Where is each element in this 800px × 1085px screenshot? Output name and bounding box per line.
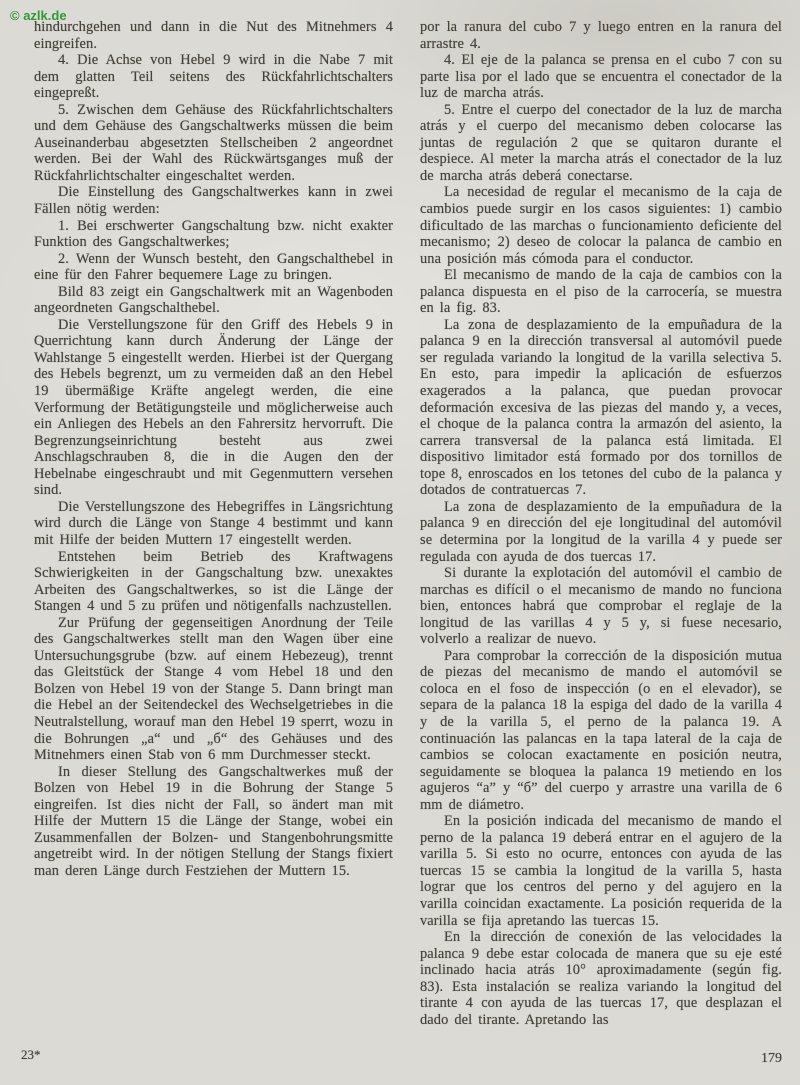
- paragraph: La zona de desplazamiento de la empuñadura de la palanca 9 en dirección del eje longitudinal del automóvil se determina por la longitud de la varilla 4 y puede ser regulada con ayuda de dos tuercas 17.: [420, 498, 782, 565]
- paragraph: 5. Entre el cuerpo del conectador de la luz de marcha atrás y el cuerpo del mecanismo deben colocarse las juntas de regulación 2 que se quitaron durante el despiece. Al meter la marcha atrás el conectador de la luz de marcha atrás deberá conectarse.: [420, 101, 782, 184]
- paragraph: hindurchgehen und dann in die Nut des Mitnehmers 4 eingreifen.: [34, 19, 393, 52]
- paragraph: 4. Die Achse von Hebel 9 wird in die Nabe 7 mit dem glatten Teil seitens des Rückfahrlichtschalters eingepreßt.: [34, 52, 393, 102]
- paragraph: Bild 83 zeigt ein Gangschaltwerk mit an Wagenboden angeordneten Gangschalthebel.: [34, 283, 393, 317]
- paragraph: La necesidad de regular el mecanismo de la caja de cambios puede surgir en los casos siguientes: 1) cambio dificultado de las marchas o funcionamiento deficiente del mecanismo; 2) deseo de colocar la palanca de cambio en una posición más cómoda para el conductor.: [420, 184, 782, 267]
- paragraph: Si durante la explotación del automóvil el cambio de marchas es difícil o el mecanismo de mando no funciona bien, entonces habrá que comprobar el reglaje de la longitud de las varillas 4 y 5 y, si fuese necesario, volverlo a realizar de nuevo.: [420, 565, 782, 648]
- paragraph: El mecanismo de mando de la caja de cambios con la palanca dispuesta en el piso de la carrocería, se muestra en la fig. 83.: [420, 267, 782, 317]
- paragraph: En la posición indicada del mecanismo de mando el perno de la palanca 19 deberá entrar en el agujero de la varilla 5. Si esto no ocurre, entonces con ayuda de las tuercas 15 se cambia la longitud de la varilla 5, hasta lograr que los centros del perno y del agujero en la varilla coincidan exactamente. La posición requerida de la varilla se fija apretando las tuercas 15.: [420, 813, 782, 929]
- paragraph: Zur Prüfung der gegenseitigen Anordnung der Teile des Gangschaltwerkes stellt man den Wagen über eine Untersuchungsgrube (bzw. auf einem Hebezeug), trennt das Gleitstück der Stange 4 vom Hebel 18 und den Bolzen von Hebel 19 von der Stange 5. Dann bringt man die Hebel an der Seitendeckel des Wechselgetriebes in die Neutralstellung, worauf man den Hebel 19 sperrt, wozu in die Bohrungen „a“ und „б“ des Gehäuses und des Mitnehmers einen Stab von 6 mm Durchmesser steckt.: [34, 614, 393, 764]
- paragraph: Die Einstellung des Gangschaltwerkes kann in zwei Fällen nötig werden:: [34, 184, 393, 218]
- paragraph: Die Verstellungszone für den Griff des Hebels 9 in Querrichtung kann durch Änderung der Länge der Wahlstange 5 eingestellt werden. Hierbei ist der Quergang des Hebels begrenzt, um zu vermeiden daß an den Hebel 19 übermäßige Kräfte angelegt werden, die eine Verformung der Betätigungsteile und möglicherweise auch ein Anliegen des Hebels an den Fahrersitz hervorruft. Die Begrenzungseinrichtung besteht aus zwei Anschlagschrauben 8, die in die Augen den der Hebelnabe eingeschraubt und mit Gegenmuttern versehen sind.: [34, 316, 393, 499]
- paragraph: Entstehen beim Betrieb des Kraftwagens Schwierigkeiten in der Gangschaltung bzw. unexaktes Arbeiten des Gangschaltwerkes, so ist die Länge der Stangen 4 und 5 zu prüfen und nötigenfalls nachzustellen.: [34, 548, 393, 615]
- watermark: © azlk.de: [10, 8, 67, 23]
- german-column: [34, 19, 393, 879]
- paragraph: In dieser Stellung des Gangschaltwerkes muß der Bolzen von Hebel 19 in die Bohrung der Stange 5 eingreifen. Ist dies nicht der Fall, so ändert man mit Hilfe der Muttern 15 die Länge der Stange, wobei ein Zusammenfallen der Bolzen- und Stangenbohrungsmitte angetreibt wird. In der nötigen Stellung der Stangs fixiert man deren Länge durch Festziehen der Muttern 15.: [34, 763, 393, 879]
- paragraph: 5. Zwischen dem Gehäuse des Rückfahrlichtschalters und dem Gehäuse des Gangschaltwerks müssen die beim Auseinanderbau abgesetzten Stellscheiben 2 angeordnet werden. Bei der Wahl des Rückwärtsganges muß der Rückfahrlichtschalter eingeschaltet werden.: [34, 101, 393, 184]
- paragraph: Die Verstellungszone des Hebegriffes in Längsrichtung wird durch die Länge von Stange 4 bestimmt und kann mit Hilfe der beiden Muttern 17 eingestellt werden.: [34, 498, 393, 548]
- paragraph: La zona de desplazamiento de la empuñadura de la palanca 9 en la dirección transversal al automóvil puede ser regulada variando la longitud de la varilla selectiva 5. En esto, para impedir la aplicación de esfuerzos exagerados a la palanca, que puedan provocar deformación excesiva de las piezas del mando y, a veces, el choque de la palanca contra la armazón del asiento, la carrera transversal de la palanca está limitada. El dispositivo limitador está formado por dos tornillos de tope 8, enroscados en los tetones del cubo de la palanca y dotados de contratuercas 7.: [420, 316, 783, 499]
- paragraph: 2. Wenn der Wunsch besteht, den Gangschalthebel in eine für den Fahrer bequemere Lage zu bringen.: [34, 250, 393, 284]
- spanish-column: [420, 19, 782, 1028]
- page-number: 179: [761, 1051, 782, 1066]
- paragraph: por la ranura del cubo 7 y luego entren en la ranura del arrastre 4.: [420, 19, 782, 52]
- paragraph: 4. El eje de la palanca se prensa en el cubo 7 con su parte lisa por el lado que se encuentra el conectador de la luz de marcha atrás.: [420, 52, 782, 102]
- signature-mark: 23*: [21, 1047, 41, 1062]
- paragraph: Para comprobar la corrección de la disposición mutua de piezas del mecanismo de mando el automóvil se coloca en el foso de inspección (o en el elevador), se separa de la palanca 18 la espiga del dado de la varilla 4 y de la varilla 5, el perno de la palanca 19. A continuación las palancas en la tapa lateral de la caja de cambios se colocan exactamente en posición neutra, seguidamente se bloquea la palanca 19 metiendo en los agujeros “a” y “б” del cuerpo y arrastre una varilla de 6 mm de diámetro.: [420, 647, 782, 813]
- paragraph: En la dirección de conexión de las velocidades la palanca 9 debe estar colocada de manera que su eje esté inclinado hacia atrás 10° aproximadamente (según fig. 83). Esta instalación se realiza variando la longitud del tirante 4 con ayuda de las tuercas 17, que desplazan el dado del tirante. Apretando las: [420, 929, 782, 1028]
- paragraph: 1. Bei erschwerter Gangschaltung bzw. nicht exakter Funktion des Gangschaltwerkes;: [34, 217, 393, 251]
